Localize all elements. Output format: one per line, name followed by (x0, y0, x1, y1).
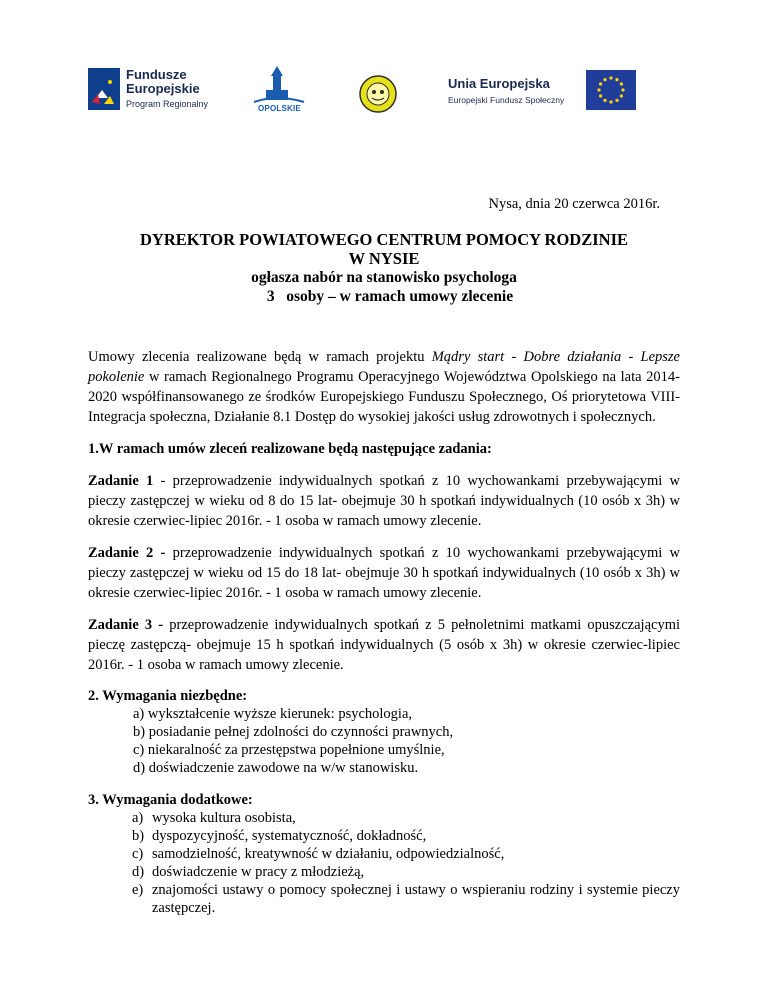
title-line1: DYREKTOR POWIATOWEGO CENTRUM POMOCY RODZINIE (139, 230, 628, 249)
fe-line3: Program Regionalny (126, 99, 209, 109)
list-item (132, 809, 680, 827)
task-2 (88, 543, 680, 603)
section3-heading: 3. Wymagania dodatkowe: (88, 792, 253, 808)
list-item-label: d) (132, 864, 145, 880)
task-3-label: Zadanie 3 - (88, 617, 164, 633)
task-1-text: - przeprowadzenie indywidualnych spotkań z 10 wychowankami przebywającymi w pieczy zastępczej w wieku od 8 do 15 lat- obejmuje 30 h spotkań indywidualnych (10 osób x 3h) w okresie czerwiec-lipiec 2016r. - 1 osoba w ramach umowy zlecenie. (88, 473, 681, 529)
list-item-label: b) (132, 828, 145, 844)
list-item (132, 881, 680, 917)
pcpr-round-logo (358, 74, 398, 114)
list-item-label: c) (132, 846, 144, 862)
list-item: a) wykształcenie wyższe kierunek: psychologia, (133, 706, 413, 722)
unia-europejska-logo (448, 70, 648, 120)
task-3 (88, 615, 680, 675)
pcpr-emblem-icon (358, 74, 398, 114)
list-item-text: znajomości ustawy o pomocy społecznej i ustawy o wspieraniu rodziny i systemie pieczy zastępczej. (152, 882, 680, 916)
document-body (88, 347, 680, 917)
task-2-text: przeprowadzenie indywidualnych spotkań z 10 wychowankami przebywającymi w pieczy zastępczej w wieku od 15 do 18 lat- obejmuje 30 h spotkań indywidualnych (10 osób x 3h) w okresie czerwiec-lipiec 2016r. - 1 osoba w ramach umowy zlecenie. (88, 545, 680, 601)
task-1 (88, 471, 680, 531)
list-item-text: doświadczenie w pracy z młodzieżą, (152, 864, 365, 880)
additional-list (132, 809, 680, 917)
project-name: Mądry start - Dobre działania - Lepsze pokolenie (88, 349, 680, 385)
task-3-text: przeprowadzenie indywidualnych spotkań z 5 pełnoletnimi matkami opuszczającymi pieczę zastępczą- obejmuje 15 h spotkań indywidualnych (5 osób x 3h) w okresie czerwiec-lipiec 2016r. - 1 osoba w ramach umowy zlecenie. (88, 617, 681, 673)
list-item-label: a) (132, 810, 144, 826)
title-line2: W NYSIE (348, 249, 420, 268)
fe-line1: Fundusze (126, 67, 187, 82)
list-item-label: e) (132, 882, 144, 898)
document-title (88, 230, 680, 306)
task-2-label: Zadanie 2 - (88, 545, 166, 561)
fe-line2: Europejskie (126, 81, 200, 96)
intro-part1: Umowy zlecenia realizowane będą w ramach projektu (88, 349, 432, 365)
section2-heading: 2. Wymagania niezbędne: (88, 688, 248, 704)
title-line4: 3 osoby – w ramach umowy zlecenie (266, 288, 514, 305)
eu-flag-icon (586, 70, 636, 110)
task-1-label: Zadanie 1 (88, 473, 154, 489)
title-line3: ogłasza nabór na stanowisko psychologa (251, 269, 517, 286)
section1-heading: 1.W ramach umów zleceń realizowane będą następujące zadania: (88, 441, 492, 457)
list-item (132, 845, 680, 863)
document-date: Nysa, dnia 20 czerwca 2016r. (488, 196, 660, 212)
fundusze-europejskie-logo (88, 68, 228, 118)
list-item: b) posiadanie pełnej zdolności do czynności prawnych, (133, 724, 454, 740)
ue-title: Unia Europejska (448, 76, 550, 91)
list-item-text: samodzielność, kreatywność w działaniu, odpowiedzialność, (152, 846, 505, 862)
intro-part2: w ramach Regionalnego Programu Operacyjnego Województwa Opolskiego na lata 2014-2020 współfinansowanego ze środków Europejskiego Funduszu Społecznego, Oś priorytetowa VIII-Integracja społeczna, Działanie 8.1 Dostęp do wysokiej jakości usług zdrowotnych i społecznych. (88, 369, 680, 425)
logo-bar (88, 62, 648, 124)
opolskie-text: OPOLSKIE (258, 104, 301, 113)
list-item: d) doświadczenie zawodowe na w/w stanowisku. (133, 760, 419, 776)
list-item-text: dyspozycyjność, systematyczność, dokładność, (152, 828, 427, 844)
opolskie-logo (244, 66, 314, 122)
list-item (132, 827, 680, 845)
list-item: c) niekaralność za przestępstwa popełnione umyślnie, (133, 742, 445, 758)
opolskie-tower-icon (244, 66, 314, 106)
intro-paragraph (88, 347, 680, 427)
ue-subtitle: Europejski Fundusz Społeczny (448, 95, 565, 105)
list-item (132, 863, 680, 881)
required-list (133, 705, 680, 777)
list-item-text: wysoka kultura osobista, (152, 810, 296, 826)
fe-flag-icon (88, 68, 120, 110)
